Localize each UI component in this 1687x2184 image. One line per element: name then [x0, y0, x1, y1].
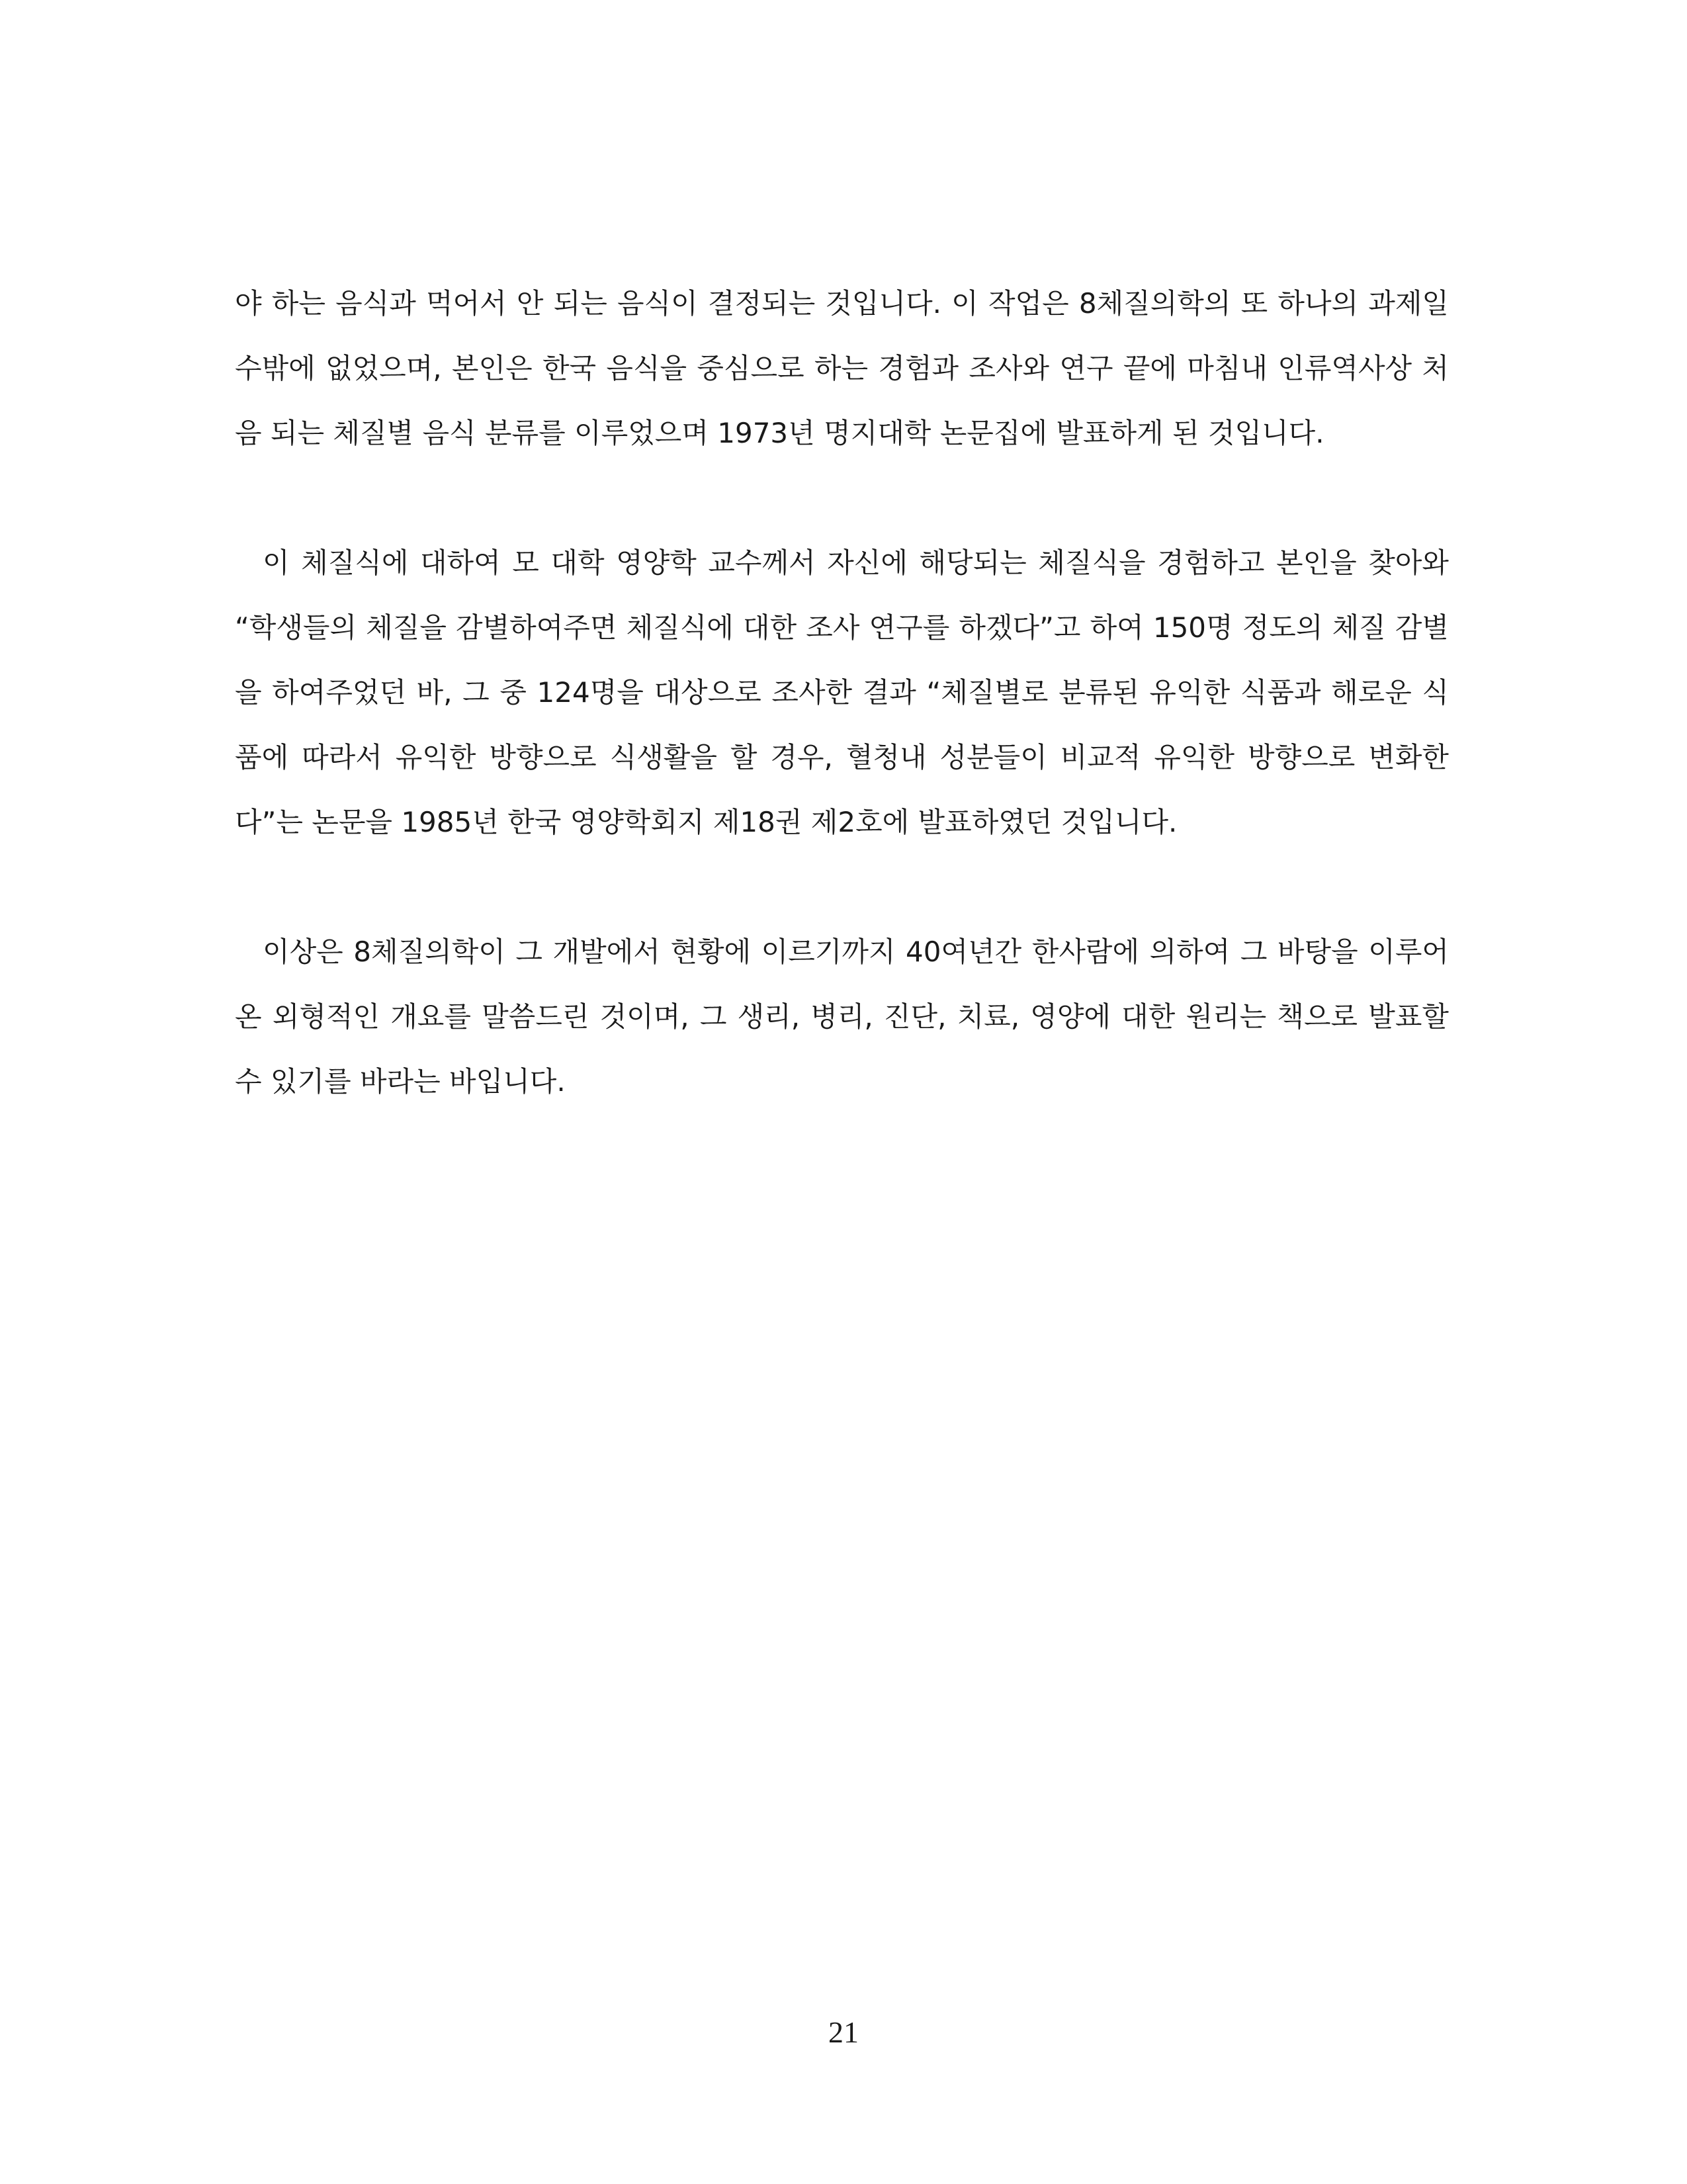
paragraph-constitution-diet-study: 이 체질식에 대하여 모 대학 영양학 교수께서 자신에 해당되는 체질식을 경험하고 본인을 찾아와 “학생들의 체질을 감별하여주면 체질식에 대한 조사 연구를 하겠다”고 하여 150명 정도의 체질 감별을 하여주었던 바, 그 중 124명을 대상으로 조사한 결과 “체질별로 분류된 유익한 식품과 해로운 식품에 따라서 유익한 방향으로 식생활을 할 경우, 혈청내 성분들이 비교적 유익한 방향으로 변화한다”는 논문을 1985년 한국 영양학회지 제18권 제2호에 발표하였던 것입니다. [235, 546, 1449, 838]
page-number: 21 [828, 2015, 859, 2049]
body-text [235, 271, 1449, 1179]
paragraph-conclusion: 이상은 8체질의학이 그 개발에서 현황에 이르기까지 40여년간 한사람에 의하여 그 바탕을 이루어 온 외형적인 개요를 말씀드린 것이며, 그 생리, 병리, 진단, 치료, 영양에 대한 원리는 책으로 발표할 수 있기를 바라는 바입니다. [235, 936, 1449, 1098]
paragraph-continuation: 야 하는 음식과 먹어서 안 되는 음식이 결정되는 것입니다. 이 작업은 8체질의학의 또 하나의 과제일 수밖에 없었으며, 본인은 한국 음식을 중심으로 하는 경험과 조사와 연구 끝에 마침내 인류역사상 처음 되는 체질별 음식 분류를 이루었으며 1973년 명지대학 논문집에 발표하게 된 것입니다. [235, 287, 1449, 449]
